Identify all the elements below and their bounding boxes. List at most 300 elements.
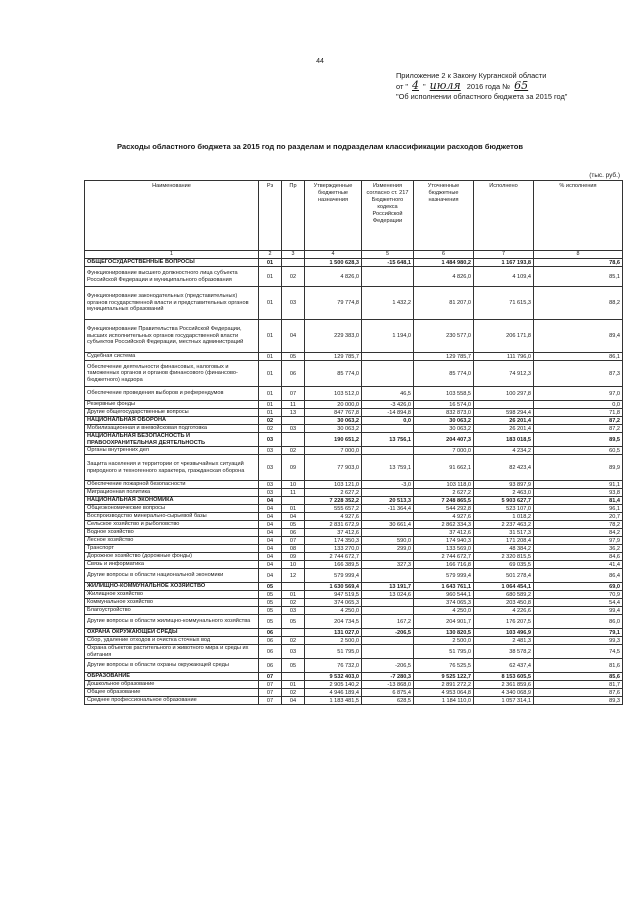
col-header-changes: Изменения согласно ст. 217 Бюджетного кодекса Российской Федерации	[362, 181, 414, 251]
section-row	[85, 497, 623, 505]
cell-refined: 9 525 122,7	[414, 673, 474, 681]
cell-executed: 2 463,0	[474, 489, 534, 497]
cell-name: Другие вопросы в области охраны окружающей среды	[85, 659, 259, 673]
cell-refined: 2 627,2	[414, 489, 474, 497]
table-row	[85, 599, 623, 607]
cell-executed: 5 903 627,7	[474, 497, 534, 505]
appendix-line3: "Об исполнении областного бюджета за 2015 год"	[396, 92, 568, 101]
cell-approved: 133 270,0	[305, 545, 362, 553]
cell-rz: 04	[259, 561, 282, 569]
cell-changes: 1 432,2	[362, 287, 414, 320]
cell-name: Коммунальное хозяйство	[85, 599, 259, 607]
cell-executed: 1 167 193,8	[474, 259, 534, 267]
cell-executed: 1 057 314,1	[474, 697, 534, 705]
col-number: 2	[259, 251, 282, 259]
cell-approved: 20 000,0	[305, 401, 362, 409]
section-row	[85, 583, 623, 591]
cell-pr: 02	[282, 447, 305, 455]
cell-approved: 9 532 403,0	[305, 673, 362, 681]
cell-percent: 84,2	[534, 529, 623, 537]
cell-approved: 2 627,2	[305, 489, 362, 497]
cell-name: Сбор, удаление отходов и очистка сточных вод	[85, 637, 259, 645]
cell-pr: 05	[282, 659, 305, 673]
cell-rz: 05	[259, 615, 282, 629]
cell-refined: 230 577,0	[414, 320, 474, 353]
unit-label: (тыс. руб.)	[589, 172, 620, 179]
cell-rz: 02	[259, 425, 282, 433]
cell-approved: 2 831 672,9	[305, 521, 362, 529]
table-row	[85, 615, 623, 629]
cell-approved: 4 946 189,4	[305, 689, 362, 697]
cell-name: Другие вопросы в области национальной экономики	[85, 569, 259, 583]
cell-approved: 77 903,0	[305, 455, 362, 481]
cell-approved: 7 228 352,2	[305, 497, 362, 505]
cell-rz: 01	[259, 267, 282, 287]
date-sep: "	[423, 82, 426, 91]
cell-name: Лесное хозяйство	[85, 537, 259, 545]
cell-rz: 07	[259, 681, 282, 689]
cell-executed: 523 107,0	[474, 505, 534, 513]
cell-pr: 11	[282, 401, 305, 409]
cell-rz: 04	[259, 521, 282, 529]
table-row	[85, 320, 623, 353]
cell-changes	[362, 645, 414, 659]
cell-executed: 501 278,4	[474, 569, 534, 583]
column-number-row	[85, 251, 623, 259]
cell-percent: 89,9	[534, 455, 623, 481]
cell-executed: 2 481,3	[474, 637, 534, 645]
table-row	[85, 521, 623, 529]
cell-approved: 2 744 672,7	[305, 553, 362, 561]
cell-percent: 87,2	[534, 425, 623, 433]
cell-changes: 30 661,4	[362, 521, 414, 529]
cell-approved: 847 767,8	[305, 409, 362, 417]
cell-name: Охрана объектов растительного и животного мира и среды их обитания	[85, 645, 259, 659]
cell-changes	[362, 637, 414, 645]
cell-percent: 60,5	[534, 447, 623, 455]
cell-name: НАЦИОНАЛЬНАЯ БЕЗОПАСНОСТЬ И ПРАВООХРАНИТЕЛЬНАЯ ДЕЯТЕЛЬНОСТЬ	[85, 433, 259, 447]
cell-changes: 46,5	[362, 387, 414, 401]
cell-refined: 7 248 865,5	[414, 497, 474, 505]
cell-percent: 0,0	[534, 401, 623, 409]
cell-rz: 04	[259, 505, 282, 513]
cell-approved: 2 500,0	[305, 637, 362, 645]
cell-pr	[282, 417, 305, 425]
cell-percent: 86,1	[534, 353, 623, 361]
cell-changes: 13 191,7	[362, 583, 414, 591]
cell-executed: 1 018,2	[474, 513, 534, 521]
cell-pr: 01	[282, 591, 305, 599]
cell-pr: 03	[282, 645, 305, 659]
cell-executed: 38 578,2	[474, 645, 534, 659]
cell-changes	[362, 361, 414, 387]
cell-changes: 0,0	[362, 417, 414, 425]
cell-name: Обеспечение проведения выборов и референдумов	[85, 387, 259, 401]
cell-changes: -7 280,3	[362, 673, 414, 681]
col-header-percent: % исполнения	[534, 181, 623, 251]
cell-percent: 86,4	[534, 569, 623, 583]
cell-refined: 16 574,0	[414, 401, 474, 409]
cell-pr: 10	[282, 561, 305, 569]
cell-refined: 832 873,0	[414, 409, 474, 417]
table-row	[85, 607, 623, 615]
cell-rz: 04	[259, 537, 282, 545]
cell-changes	[362, 353, 414, 361]
cell-changes	[362, 489, 414, 497]
cell-pr: 03	[282, 425, 305, 433]
cell-refined: 4 927,6	[414, 513, 474, 521]
cell-refined: 1 484 980,2	[414, 259, 474, 267]
cell-name: Среднее профессиональное образование	[85, 697, 259, 705]
cell-rz: 01	[259, 409, 282, 417]
cell-changes	[362, 569, 414, 583]
col-header-refined: Уточненные бюджетные назначения	[414, 181, 474, 251]
cell-executed: 103 496,9	[474, 629, 534, 637]
cell-percent: 20,7	[534, 513, 623, 521]
col-number: 8	[534, 251, 623, 259]
cell-refined: 2 500,0	[414, 637, 474, 645]
cell-rz: 04	[259, 513, 282, 521]
cell-pr: 05	[282, 615, 305, 629]
cell-name: Другие вопросы в области жилищно-коммунального хозяйства	[85, 615, 259, 629]
cell-approved: 579 999,4	[305, 569, 362, 583]
cell-percent: 79,1	[534, 629, 623, 637]
cell-refined: 960 544,1	[414, 591, 474, 599]
cell-changes: 20 513,3	[362, 497, 414, 505]
cell-percent: 81,4	[534, 497, 623, 505]
cell-refined: 81 207,0	[414, 287, 474, 320]
cell-approved: 229 383,0	[305, 320, 362, 353]
table-row	[85, 447, 623, 455]
cell-name: Другие общегосударственные вопросы	[85, 409, 259, 417]
cell-percent: 81,6	[534, 659, 623, 673]
cell-name: Функционирование высшего должностного лица субъекта Российской Федерации и муниципального образования	[85, 267, 259, 287]
table-row	[85, 569, 623, 583]
cell-executed: 26 201,4	[474, 425, 534, 433]
cell-rz: 03	[259, 489, 282, 497]
cell-pr	[282, 259, 305, 267]
cell-refined: 103 118,0	[414, 481, 474, 489]
cell-approved: 1 183 481,5	[305, 697, 362, 705]
cell-approved: 555 657,2	[305, 505, 362, 513]
cell-approved: 85 774,0	[305, 361, 362, 387]
cell-percent: 84,6	[534, 553, 623, 561]
cell-refined: 133 569,0	[414, 545, 474, 553]
table-row	[85, 553, 623, 561]
cell-pr: 10	[282, 481, 305, 489]
cell-executed: 2 361 859,6	[474, 681, 534, 689]
cell-approved: 4 826,0	[305, 267, 362, 287]
section-row	[85, 259, 623, 267]
col-number: 3	[282, 251, 305, 259]
budget-table	[84, 180, 623, 705]
cell-refined: 4 953 064,8	[414, 689, 474, 697]
table-row	[85, 287, 623, 320]
cell-executed: 680 589,2	[474, 591, 534, 599]
cell-name: ЖИЛИЩНО-КОММУНАЛЬНОЕ ХОЗЯЙСТВО	[85, 583, 259, 591]
cell-percent: 87,2	[534, 417, 623, 425]
cell-name: Водное хозяйство	[85, 529, 259, 537]
cell-changes	[362, 425, 414, 433]
cell-refined: 30 063,2	[414, 425, 474, 433]
cell-executed: 111 796,0	[474, 353, 534, 361]
cell-name: Транспорт	[85, 545, 259, 553]
table-row	[85, 697, 623, 705]
cell-executed: 4 340 068,9	[474, 689, 534, 697]
cell-name: Жилищное хозяйство	[85, 591, 259, 599]
cell-percent: 71,8	[534, 409, 623, 417]
cell-rz: 04	[259, 529, 282, 537]
cell-percent: 89,5	[534, 433, 623, 447]
cell-percent: 87,3	[534, 361, 623, 387]
cell-name: Органы внутренних дел	[85, 447, 259, 455]
cell-approved: 131 027,0	[305, 629, 362, 637]
cell-executed: 4 226,6	[474, 607, 534, 615]
cell-pr: 06	[282, 361, 305, 387]
cell-name: Резервные фонды	[85, 401, 259, 409]
cell-approved: 103 512,0	[305, 387, 362, 401]
cell-rz: 01	[259, 287, 282, 320]
cell-changes: 628,5	[362, 697, 414, 705]
cell-percent: 97,9	[534, 537, 623, 545]
col-number: 6	[414, 251, 474, 259]
cell-pr: 05	[282, 353, 305, 361]
table-row	[85, 561, 623, 569]
cell-approved: 1 630 569,4	[305, 583, 362, 591]
cell-pr: 05	[282, 521, 305, 529]
cell-refined: 4 250,0	[414, 607, 474, 615]
cell-executed: 82 423,4	[474, 455, 534, 481]
table-row	[85, 425, 623, 433]
cell-approved: 37 412,6	[305, 529, 362, 537]
cell-changes: 590,0	[362, 537, 414, 545]
cell-approved: 30 063,2	[305, 425, 362, 433]
cell-executed: 183 018,5	[474, 433, 534, 447]
cell-name: НАЦИОНАЛЬНАЯ ЭКОНОМИКА	[85, 497, 259, 505]
table-row	[85, 689, 623, 697]
cell-rz: 03	[259, 455, 282, 481]
cell-rz: 05	[259, 607, 282, 615]
table-row	[85, 505, 623, 513]
cell-pr: 02	[282, 599, 305, 607]
cell-pr: 09	[282, 553, 305, 561]
table-row	[85, 591, 623, 599]
cell-name: Функционирование законодательных (представительных) органов государственной власти и представительных органов муниципальных образований	[85, 287, 259, 320]
cell-rz: 02	[259, 417, 282, 425]
cell-percent: 70,9	[534, 591, 623, 599]
section-row	[85, 433, 623, 447]
cell-percent: 93,8	[534, 489, 623, 497]
cell-name: Благоустройство	[85, 607, 259, 615]
cell-percent: 85,6	[534, 673, 623, 681]
col-header-rz: Рз	[259, 181, 282, 251]
cell-percent: 81,7	[534, 681, 623, 689]
cell-percent: 54,4	[534, 599, 623, 607]
handwritten-number: 65	[514, 79, 529, 92]
cell-changes	[362, 607, 414, 615]
cell-percent: 99,4	[534, 607, 623, 615]
section-row	[85, 629, 623, 637]
cell-executed: 71 615,3	[474, 287, 534, 320]
cell-pr: 02	[282, 689, 305, 697]
table-row	[85, 267, 623, 287]
cell-changes: -206,5	[362, 659, 414, 673]
cell-rz: 04	[259, 553, 282, 561]
table-row	[85, 387, 623, 401]
handwritten-month: июля	[429, 79, 461, 92]
cell-pr: 04	[282, 320, 305, 353]
cell-name: НАЦИОНАЛЬНАЯ ОБОРОНА	[85, 417, 259, 425]
cell-pr: 04	[282, 697, 305, 705]
cell-percent: 87,6	[534, 689, 623, 697]
cell-rz: 01	[259, 353, 282, 361]
cell-rz: 04	[259, 545, 282, 553]
date-prefix: от "	[396, 82, 409, 91]
cell-refined: 129 785,7	[414, 353, 474, 361]
cell-pr	[282, 629, 305, 637]
cell-executed: 598 294,4	[474, 409, 534, 417]
cell-approved: 7 000,0	[305, 447, 362, 455]
table-row	[85, 489, 623, 497]
col-number: 4	[305, 251, 362, 259]
cell-executed: 48 384,2	[474, 545, 534, 553]
cell-refined: 2 744 672,7	[414, 553, 474, 561]
cell-refined: 579 999,4	[414, 569, 474, 583]
cell-changes	[362, 553, 414, 561]
cell-refined: 544 292,8	[414, 505, 474, 513]
cell-approved: 4 250,0	[305, 607, 362, 615]
cell-pr: 03	[282, 607, 305, 615]
cell-refined: 204 901,7	[414, 615, 474, 629]
cell-changes	[362, 529, 414, 537]
cell-percent: 41,4	[534, 561, 623, 569]
cell-approved: 79 774,8	[305, 287, 362, 320]
table-row	[85, 681, 623, 689]
cell-approved: 190 651,2	[305, 433, 362, 447]
cell-refined: 4 826,0	[414, 267, 474, 287]
cell-name: Общее образование	[85, 689, 259, 697]
cell-name: Общеэкономические вопросы	[85, 505, 259, 513]
cell-name: Обеспечение деятельности финансовых, налоговых и таможенных органов и органов финансового (финансово-бюджетного) надзора	[85, 361, 259, 387]
cell-changes: 1 194,0	[362, 320, 414, 353]
cell-percent: 99,3	[534, 637, 623, 645]
cell-refined: 85 774,0	[414, 361, 474, 387]
cell-name: ОБЩЕГОСУДАРСТВЕННЫЕ ВОПРОСЫ	[85, 259, 259, 267]
cell-rz: 04	[259, 569, 282, 583]
table-row	[85, 455, 623, 481]
table-row	[85, 401, 623, 409]
cell-approved: 30 063,2	[305, 417, 362, 425]
cell-changes	[362, 599, 414, 607]
col-number: 1	[85, 251, 259, 259]
cell-rz: 05	[259, 599, 282, 607]
cell-executed: 93 897,9	[474, 481, 534, 489]
cell-executed	[474, 401, 534, 409]
cell-pr: 13	[282, 409, 305, 417]
cell-executed: 74 912,3	[474, 361, 534, 387]
cell-executed: 8 153 605,5	[474, 673, 534, 681]
table-row	[85, 637, 623, 645]
cell-percent: 78,6	[534, 259, 623, 267]
cell-refined: 166 716,8	[414, 561, 474, 569]
cell-executed: 176 207,5	[474, 615, 534, 629]
cell-approved: 129 785,7	[305, 353, 362, 361]
cell-pr: 11	[282, 489, 305, 497]
cell-pr	[282, 673, 305, 681]
cell-pr: 01	[282, 505, 305, 513]
col-header-pr: Пр	[282, 181, 305, 251]
table-row	[85, 513, 623, 521]
cell-approved: 103 121,0	[305, 481, 362, 489]
cell-refined: 374 065,3	[414, 599, 474, 607]
cell-refined: 130 820,5	[414, 629, 474, 637]
cell-pr: 03	[282, 287, 305, 320]
cell-refined: 37 412,6	[414, 529, 474, 537]
cell-changes: -3,0	[362, 481, 414, 489]
cell-refined: 103 558,5	[414, 387, 474, 401]
cell-executed: 1 064 454,1	[474, 583, 534, 591]
cell-changes: -206,5	[362, 629, 414, 637]
cell-changes: -14 894,8	[362, 409, 414, 417]
table-row	[85, 529, 623, 537]
budget-rows	[85, 259, 623, 705]
table-row	[85, 659, 623, 673]
cell-refined: 174 940,3	[414, 537, 474, 545]
cell-name: Мобилизационная и вневойсковая подготовка	[85, 425, 259, 433]
section-row	[85, 417, 623, 425]
cell-executed: 26 201,4	[474, 417, 534, 425]
cell-name: Воспроизводство минерально-сырьевой базы	[85, 513, 259, 521]
table-row	[85, 409, 623, 417]
cell-changes: 327,3	[362, 561, 414, 569]
cell-executed: 206 171,8	[474, 320, 534, 353]
cell-refined: 2 862 334,3	[414, 521, 474, 529]
cell-percent: 89,4	[534, 320, 623, 353]
cell-name: Сельское хозяйство и рыболовство	[85, 521, 259, 529]
cell-name: Дорожное хозяйство (дорожные фонды)	[85, 553, 259, 561]
cell-rz: 03	[259, 433, 282, 447]
cell-approved: 174 350,3	[305, 537, 362, 545]
cell-rz: 01	[259, 320, 282, 353]
cell-pr	[282, 497, 305, 505]
cell-executed: 203 450,8	[474, 599, 534, 607]
col-header-name: Наименование	[85, 181, 259, 251]
cell-name: ОХРАНА ОКРУЖАЮЩЕЙ СРЕДЫ	[85, 629, 259, 637]
section-row	[85, 673, 623, 681]
cell-pr: 06	[282, 529, 305, 537]
cell-refined: 30 063,2	[414, 417, 474, 425]
appendix-block	[396, 71, 626, 102]
cell-name: Дошкольное образование	[85, 681, 259, 689]
cell-pr: 02	[282, 637, 305, 645]
col-number: 7	[474, 251, 534, 259]
cell-executed: 4 234,2	[474, 447, 534, 455]
cell-approved: 2 905 140,2	[305, 681, 362, 689]
cell-changes: 167,2	[362, 615, 414, 629]
cell-approved: 374 065,3	[305, 599, 362, 607]
cell-pr: 09	[282, 455, 305, 481]
cell-changes: -13 868,0	[362, 681, 414, 689]
table-row	[85, 353, 623, 361]
cell-approved: 204 734,5	[305, 615, 362, 629]
cell-refined: 2 891 272,2	[414, 681, 474, 689]
cell-refined: 51 795,0	[414, 645, 474, 659]
cell-rz: 07	[259, 697, 282, 705]
cell-refined: 1 643 761,1	[414, 583, 474, 591]
cell-rz: 06	[259, 659, 282, 673]
cell-percent: 96,1	[534, 505, 623, 513]
cell-executed: 4 109,4	[474, 267, 534, 287]
